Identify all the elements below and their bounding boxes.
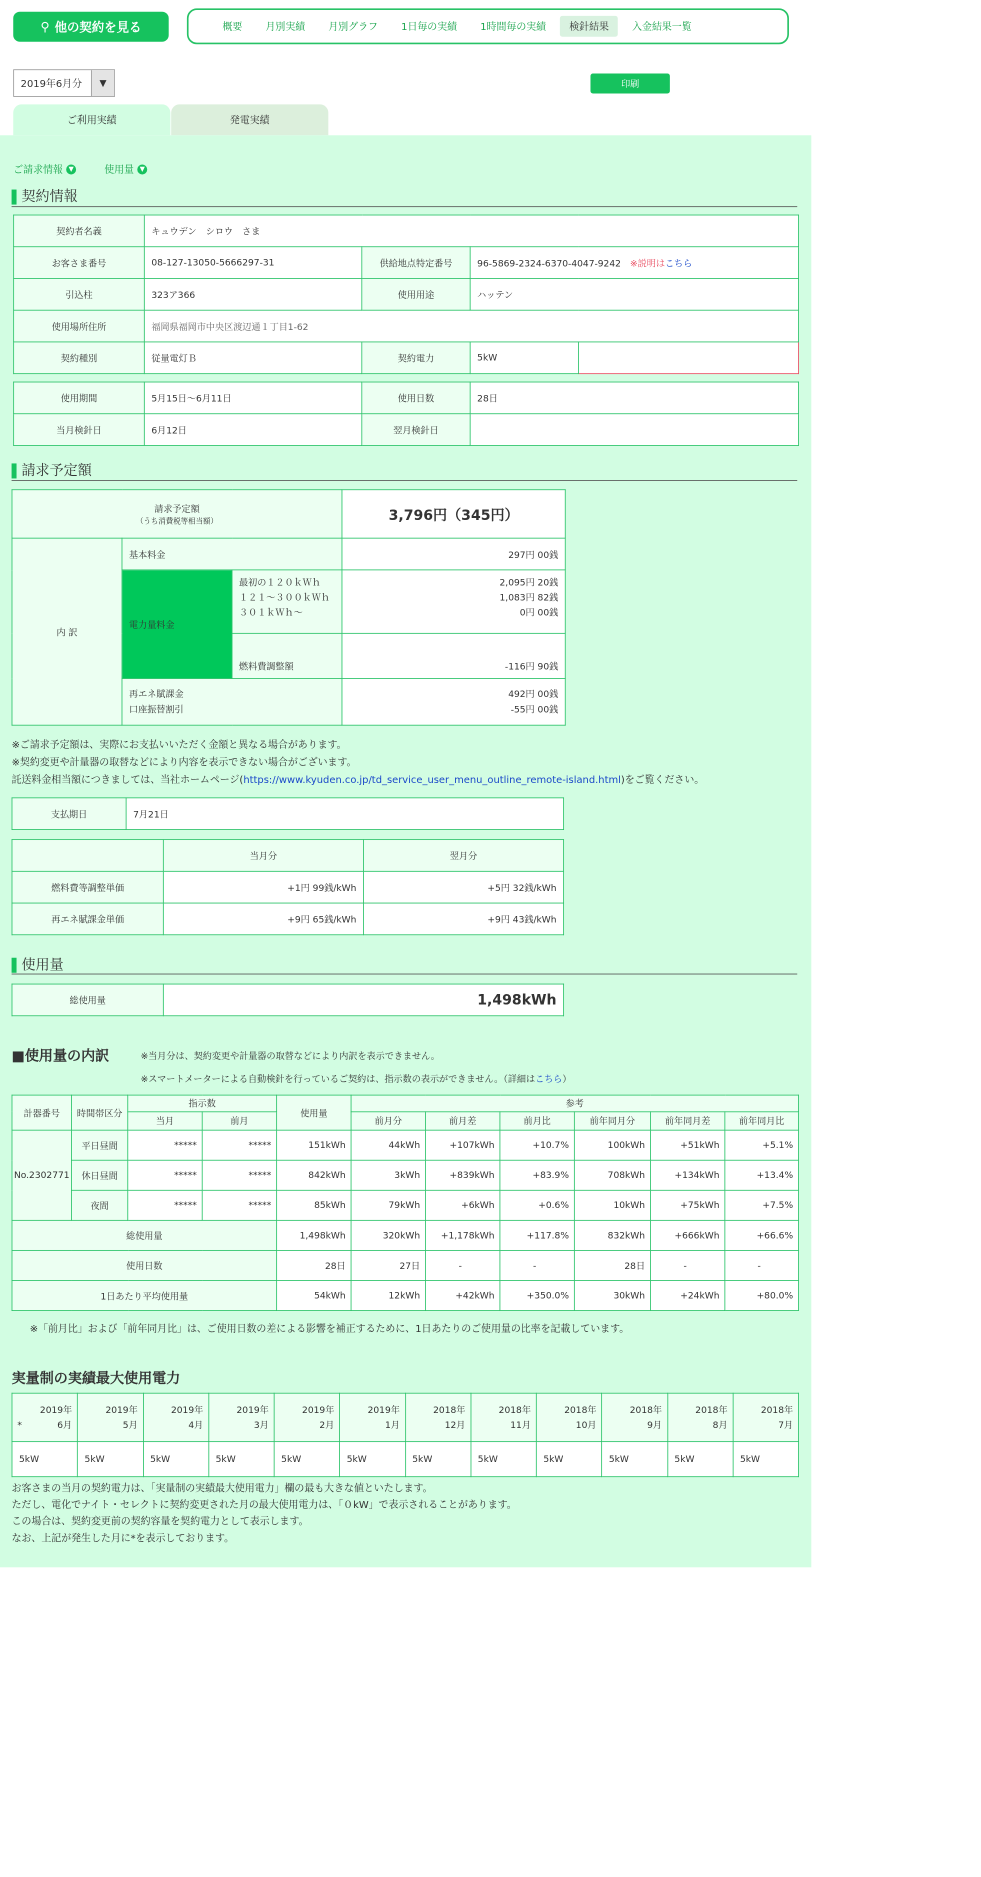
value-contract-type: 従量電灯Ｂ [144, 342, 362, 374]
value-due-date: 7月21日 [126, 798, 563, 830]
value-supply-point: 96-5869-2324-6370-4047-9242 ※説明はこちら [470, 247, 798, 279]
value-contract-power: 5kW [470, 342, 578, 374]
label-days: 使用日数 [362, 382, 470, 414]
demand-month-header: 2018年 12月 [405, 1393, 471, 1441]
bill-total-value: 3,796円（345円） [342, 490, 565, 538]
surcharge-values: 492円 00銭 -55円 00銭 [342, 678, 565, 725]
header-usage: 使用量 [277, 1095, 351, 1130]
label-pole: 引込柱 [14, 278, 145, 310]
value-read-date: 6月12日 [144, 414, 362, 446]
table-row: No.2302771 平日昼間 ***** ***** 151kWh 44kWh +107kWh +10.7% 100kWh +51kWh +5.1% [12, 1130, 798, 1160]
fuel-unit-current: +1円 99銭/kWh [163, 871, 363, 903]
label-contract-type: 契約種別 [14, 342, 145, 374]
header-meter: 計器番号 [12, 1095, 72, 1130]
value-days: 28日 [470, 382, 798, 414]
fuel-unit-next: +5円 32銭/kWh [363, 871, 563, 903]
section-demand-title: 実量制の実績最大使用電力 [11, 1370, 181, 1387]
explanation-link[interactable]: こちら [664, 257, 693, 269]
label-next-read: 翌月検針日 [362, 414, 470, 446]
nav-hourly[interactable]: 1時間毎の実績 [480, 20, 547, 33]
value-total-usage: 1,498kWh [163, 984, 563, 1016]
ratio-note: ※「前月比」および「前年同月比」は、ご使用日数の差による影響を補正するために、1日あたりのご使用量の比率を記載しています。 [29, 1322, 630, 1335]
details-link[interactable]: こちら [535, 1073, 563, 1085]
demand-value: 5kW [602, 1442, 668, 1477]
table-row-total: 総使用量 1,498kWh 320kWh +1,178kWh +117.8% 832kWh +666kWh +66.6% [12, 1220, 798, 1250]
label-read-date: 当月検針日 [14, 414, 145, 446]
value-next-read [470, 414, 798, 446]
surcharge-labels: 再エネ賦課金 口座振替割引 [122, 678, 342, 725]
search-icon: ⚲ [40, 19, 50, 35]
section-usage-title: 使用量 [12, 958, 64, 973]
value-pole: 323ア366 [144, 278, 362, 310]
table-row: 夜間 ***** ***** 85kWh 79kWh +6kWh +0.6% 10kWh +75kWh +7.5% [12, 1190, 798, 1220]
nav-payments[interactable]: 入金結果一覧 [632, 20, 692, 33]
footer-notes: お客さまの当月の契約電力は、「実量制の実績最大使用電力」欄の最も大きな値といたします。 ただし、電化でナイト・セレクトに契約変更された月の最大使用電力は、「０kW」で表示されることがあります。 この場合は、契約変更前の契約容量を契約電力として表示します。 なお、上記が発生した月に*を表示しております。 [11, 1482, 517, 1544]
renew-unit-current: +9円 65銭/kWh [163, 903, 363, 935]
bill-notes: ※ご請求予定額は、実際にお支払いいただく金額と異なる場合があります。 ※契約変更や計量器の取替などにより内容を表示できない場合がございます。 託送料金相当額につきましては、当社ホームページ(https://www.kyuden.co.jp/td_service_user_menu_outline_remote-island.html)をご覧ください。 [11, 738, 705, 786]
demand-month-header: 2018年 11月 [471, 1393, 537, 1441]
demand-month-header: 2019年 3月 [209, 1393, 275, 1441]
tier-values: 2,095円 20銭 1,083円 82銭 0円 00銭 [342, 570, 565, 633]
label-renew-unit: 再エネ賦課金単価 [12, 903, 163, 935]
chevron-down-icon: ▼ [137, 164, 147, 174]
label-period: 使用期間 [14, 382, 145, 414]
renew-unit-next: +9円 43銭/kWh [363, 903, 563, 935]
divider [12, 974, 798, 975]
unit-blank [12, 840, 163, 872]
label-total-usage: 総使用量 [12, 984, 163, 1016]
label-address: 使用場所住所 [14, 310, 145, 342]
header-current: 当月分 [163, 840, 363, 872]
header-prev-ratio: 前月比 [500, 1112, 574, 1130]
breakdown-note-1: ※当月分は、契約変更や計量器の取替などにより内訳を表示できません。 [140, 1050, 440, 1062]
demand-month-header: 2019年 1月 [340, 1393, 406, 1441]
nav-meter-reading[interactable]: 検針結果 [560, 16, 618, 37]
bill-table [12, 489, 566, 725]
tab-generation[interactable]: 発電実績 [171, 104, 328, 135]
header-prev-diff: 前月差 [425, 1112, 499, 1130]
month-select[interactable]: 2019年6月分 ▼ [13, 69, 115, 97]
meter-number: No.2302771 [12, 1130, 72, 1220]
demand-value: 5kW [667, 1442, 733, 1477]
chevron-down-icon: ▼ [91, 70, 114, 96]
label-contract-power: 契約電力 [362, 342, 470, 374]
demand-value: 5kW [78, 1442, 144, 1477]
toggle-billing[interactable]: ご請求情報 ▼ [13, 162, 76, 176]
demand-month-header: 2019年 4月 [143, 1393, 209, 1441]
empty-cell [578, 342, 798, 374]
total-usage-table [12, 984, 564, 1017]
breakdown-note-2: ※スマートメーターによる自動検針を行っているご契約は、指示数の表示ができません。（詳細はこちら） [140, 1073, 572, 1085]
demand-month-header: 2018年 10月 [536, 1393, 602, 1441]
demand-value: 5kW [405, 1442, 471, 1477]
header-ind-current: 当月 [128, 1112, 202, 1130]
value-name: キュウデン シロウ さま [144, 215, 798, 247]
fuel-adjust-value: -116円 90銭 [342, 633, 565, 678]
nav-daily[interactable]: 1日毎の実績 [401, 20, 458, 33]
demand-value: 5kW [274, 1442, 340, 1477]
value-period: 5月15日〜6月11日 [144, 382, 362, 414]
demand-month-header: 2018年 9月 [602, 1393, 668, 1441]
divider [12, 206, 798, 207]
demand-value: 5kW [143, 1442, 209, 1477]
header-ind-prev: 前月 [202, 1112, 276, 1130]
header-indicator: 指示数 [128, 1095, 277, 1112]
nav-monthly[interactable]: 月別実績 [265, 20, 306, 33]
label-customer-no: お客さま番号 [14, 247, 145, 279]
demand-value: 5kW [340, 1442, 406, 1477]
section-bill-title: 請求予定額 [12, 463, 92, 478]
toggle-usage[interactable]: 使用量 ▼ [104, 162, 147, 176]
label-supply-point: 供給地点特定番号 [362, 247, 470, 279]
demand-month-header: 2019年 2月 [274, 1393, 340, 1441]
header-zone: 時間帯区分 [72, 1095, 128, 1130]
header-yoy-month: 前年同月分 [574, 1112, 650, 1130]
divider [12, 480, 798, 481]
header-next: 翌月分 [363, 840, 563, 872]
header-yoy-ratio: 前年同月比 [725, 1112, 799, 1130]
value-usage-purpose: ハッテン [470, 278, 798, 310]
table-row-avg: 1日あたり平均使用量 54kWh 12kWh +42kWh +350.0% 30kWh +24kWh +80.0% [12, 1280, 798, 1310]
basic-value: 297円 00銭 [342, 538, 565, 570]
contract-table [13, 215, 799, 374]
nav-overview[interactable]: 概要 [222, 20, 243, 33]
value-address: 福岡県福岡市中央区渡辺通１丁目1-62 [144, 310, 798, 342]
usage-detail-table [12, 1095, 799, 1311]
breakdown-label: 内 訳 [12, 538, 122, 725]
period-table [13, 382, 799, 446]
bill-total-label: 請求予定額 （うち消費税等相当額） [12, 490, 342, 538]
max-demand-table [12, 1393, 799, 1477]
demand-value: 5kW [536, 1442, 602, 1477]
demand-month-header: 2018年 7月 [733, 1393, 799, 1441]
demand-value: 5kW [209, 1442, 275, 1477]
table-row-days: 使用日数 28日 27日 - - 28日 - - [12, 1250, 798, 1280]
basic-label: 基本料金 [122, 538, 342, 570]
header-prev-month: 前月分 [351, 1112, 425, 1130]
label-usage-purpose: 使用用途 [362, 278, 470, 310]
main-nav [187, 8, 789, 44]
energy-label: 電力量料金 [122, 570, 232, 679]
other-contracts-button[interactable]: ⚲ 他の契約を見る [13, 12, 168, 42]
demand-month-header: 2018年 8月 [667, 1393, 733, 1441]
unit-price-table [12, 839, 564, 935]
label-fuel-unit: 燃料費等調整単価 [12, 871, 163, 903]
demand-value: 5kW [471, 1442, 537, 1477]
section-contract-title: 契約情報 [12, 190, 78, 205]
demand-value: 5kW [733, 1442, 799, 1477]
demand-value: 5kW [12, 1442, 78, 1477]
pay-table [12, 797, 564, 830]
table-row: 休日昼間 ***** ***** 842kWh 3kWh +839kWh +83.9% 708kWh +134kWh +13.4% [12, 1160, 798, 1190]
tier-labels: 最初の１２０ｋＷｈ １２１〜３００ｋＷｈ ３０１ｋＷｈ〜 [232, 570, 342, 633]
header-yoy-diff: 前年同月差 [650, 1112, 724, 1130]
header-reference: 参考 [351, 1095, 798, 1112]
label-name: 契約者名義 [14, 215, 145, 247]
section-breakdown-title: ■使用量の内訳 [11, 1047, 110, 1065]
tab-usage[interactable]: ご利用実績 [13, 104, 170, 135]
demand-month-header: 2019年 * 6月 [12, 1393, 78, 1441]
print-button[interactable]: 印刷 [590, 73, 669, 93]
chevron-down-icon: ▼ [66, 164, 76, 174]
label-due-date: 支払期日 [12, 798, 126, 830]
remote-island-link[interactable]: https://www.kyuden.co.jp/td_service_user_menu_outline_remote-island.html [243, 774, 621, 786]
demand-month-header: 2019年 5月 [78, 1393, 144, 1441]
fuel-adjust-label: 燃料費調整額 [232, 633, 342, 678]
nav-monthly-graph[interactable]: 月別グラフ [328, 20, 378, 33]
value-customer-no: 08-127-13050-5666297-31 [144, 247, 362, 279]
